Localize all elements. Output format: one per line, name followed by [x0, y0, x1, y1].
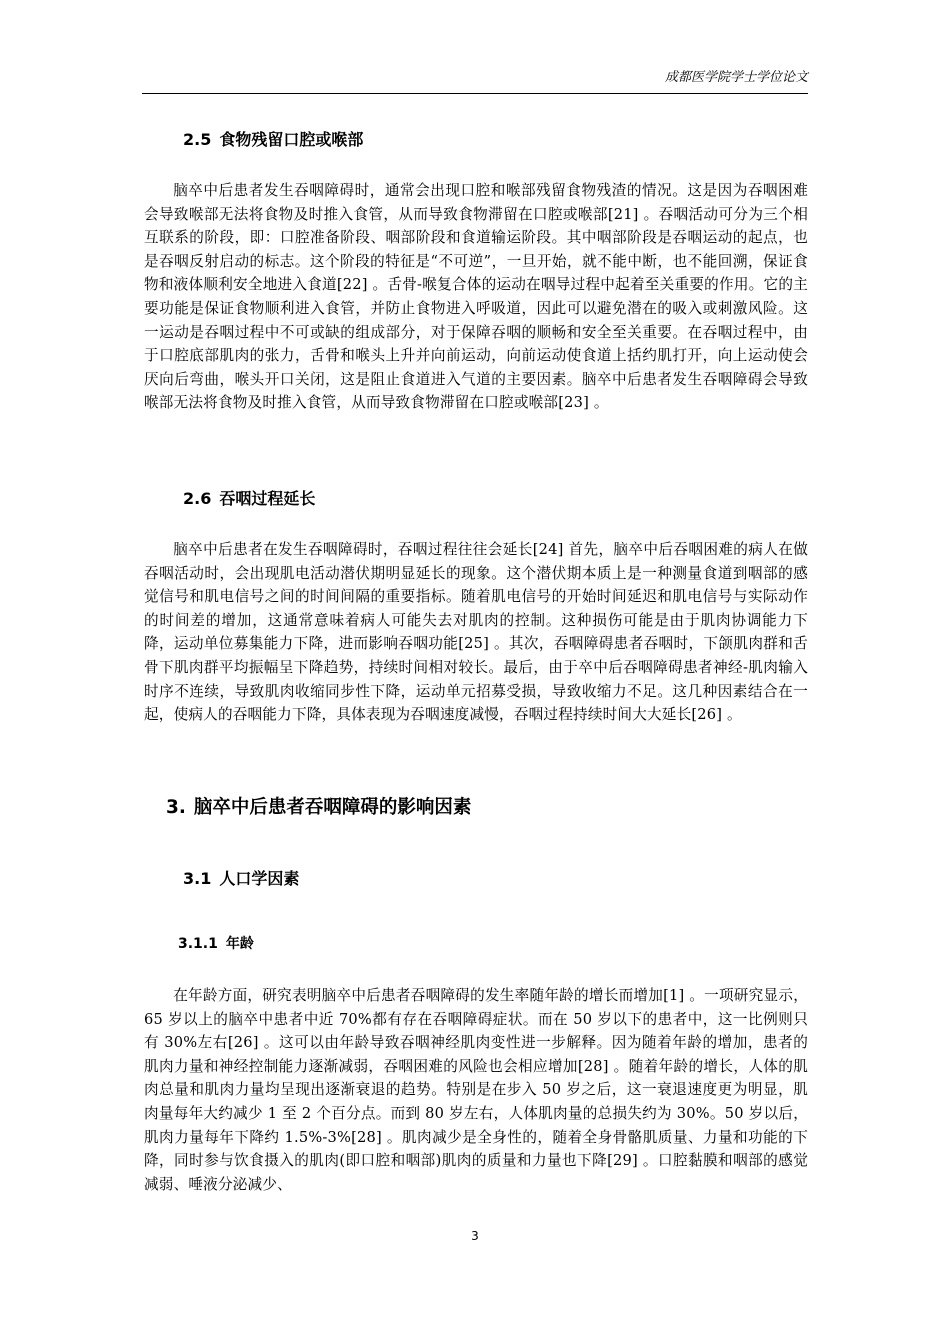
page-number: 3: [471, 1229, 479, 1243]
paragraph-3-1-1: 在年龄方面，研究表明脑卒中后患者吞咽障碍的发生率随年龄的增长而增加[1] 。一项研究显示，65 岁以上的脑卒中患者中近 70%都有存在吞咽障碍症状。而在 50 岁以下的患者中，这一比例则只有 30%左右[26] 。这可以由年龄导致吞咽神经肌肉变性进一步解释。因为随着年龄的增加，患者的肌肉力量和神经控制能力逐渐减弱，吞咽困难的风险也会相应增加[28] 。随着年龄的增长，人体的肌肉总量和肌肉力量均呈现出逐渐衰退的趋势。特别是在步入 50 岁之后，这一衰退速度更为明显，肌肉量每年大约减少 1 至 2 个百分点。而到 80 岁左右，人体肌肉量的总损失约为 30%。50 岁以后，肌肉力量每年下降约 1.5%-3%[28] 。肌肉减少是全身性的，随着全身骨骼肌质量、力量和功能的下降，同时参与饮食摄入的肌肉(即口腔和咽部)肌肉的质量和力量也下降[29] 。口腔黏膜和咽部的感觉减弱、唾液分泌减少、: [144, 987, 808, 1193]
subsection-number: 3.1.1: [178, 936, 218, 952]
paragraph-2-5: 脑卒中后患者发生吞咽障碍时，通常会出现口腔和喉部残留食物残渣的情况。这是因为吞咽困难会导致喉部无法将食物及时推入食管，从而导致食物滞留在口腔或喉部[21] 。吞咽活动可分为三个相互联系的阶段，即：口腔准备阶段、咽部阶段和食道输运阶段。其中咽部阶段是吞咽运动的起点，也是吞咽反射启动的标志。这个阶段的特征是“不可逆”，一旦开始，就不能中断，也不能回溯，保证食物和液体顺利安全地进入食道[22] 。舌骨-喉复合体的运动在咽导过程中起着至关重要的作用。它的主要功能是保证食物顺利进入食管，并防止食物进入呼吸道，因此可以避免潜在的吸入或刺激风险。这一运动是吞咽过程中不可或缺的组成部分，对于保障吞咽的顺畅和安全至关重要。在吞咽过程中，由于口腔底部肌肉的张力，舌骨和喉头上升并向前运动，向前运动使食道上括约肌打开，向上运动使会厌向后弯曲，喉头开口关闭，这是阻止食道进入气道的主要因素。脑卒中后患者发生吞咽障碍会导致喉部无法将食物及时推入食管，从而导致食物滞留在口腔或喉部[23] 。: [144, 182, 808, 412]
section-title: 人口学因素: [219, 869, 300, 888]
section-heading-3-1: [183, 866, 299, 889]
section-heading-2-5: [183, 127, 363, 150]
section-number: 3.1: [183, 869, 212, 888]
chapter-number: 3.: [166, 797, 186, 818]
section-number: 2.5: [183, 130, 212, 149]
chapter-title: 脑卒中后患者吞咽障碍的影响因素: [193, 797, 472, 818]
section-number: 2.6: [183, 489, 212, 508]
chapter-heading-3: [166, 793, 471, 819]
header-rule: [142, 93, 808, 94]
paragraph-2-6: 脑卒中后患者在发生吞咽障碍时，吞咽过程往往会延长[24] 首先，脑卒中后吞咽困难的病人在做吞咽活动时，会出现肌电活动潜伏期明显延长的现象。这个潜伏期本质上是一种测量食道到咽部的感觉信号和肌电信号之间的时间间隔的重要指标。随着肌电信号的开始时间延迟和肌电信号与实际动作的时间差的增加，这通常意味着病人可能失去对肌肉的控制。这种损伤可能是由于肌肉协调能力下降，运动单位募集能力下降，进而影响吞咽功能[25] 。其次，吞咽障碍患者吞咽时，下颌肌肉群和舌骨下肌肉群平均振幅呈下降趋势，持续时间相对较长。最后，由于卒中后吞咽障碍患者神经-肌肉输入时序不连续，导致肌肉收缩同步性下降，运动单元招募受损，导致收缩力不足。这几种因素结合在一起，使病人的吞咽能力下降，具体表现为吞咽速度减慢，吞咽过程持续时间大大延长[26] 。: [144, 541, 808, 724]
section-title: 吞咽过程延长: [219, 489, 316, 508]
running-header: 成都医学院学士学位论文: [664, 70, 808, 85]
subsection-title: 年龄: [225, 936, 254, 952]
section-heading-2-6: [183, 486, 315, 509]
section-title: 食物残留口腔或喉部: [219, 130, 364, 149]
subsection-heading-3-1-1: [178, 933, 254, 953]
